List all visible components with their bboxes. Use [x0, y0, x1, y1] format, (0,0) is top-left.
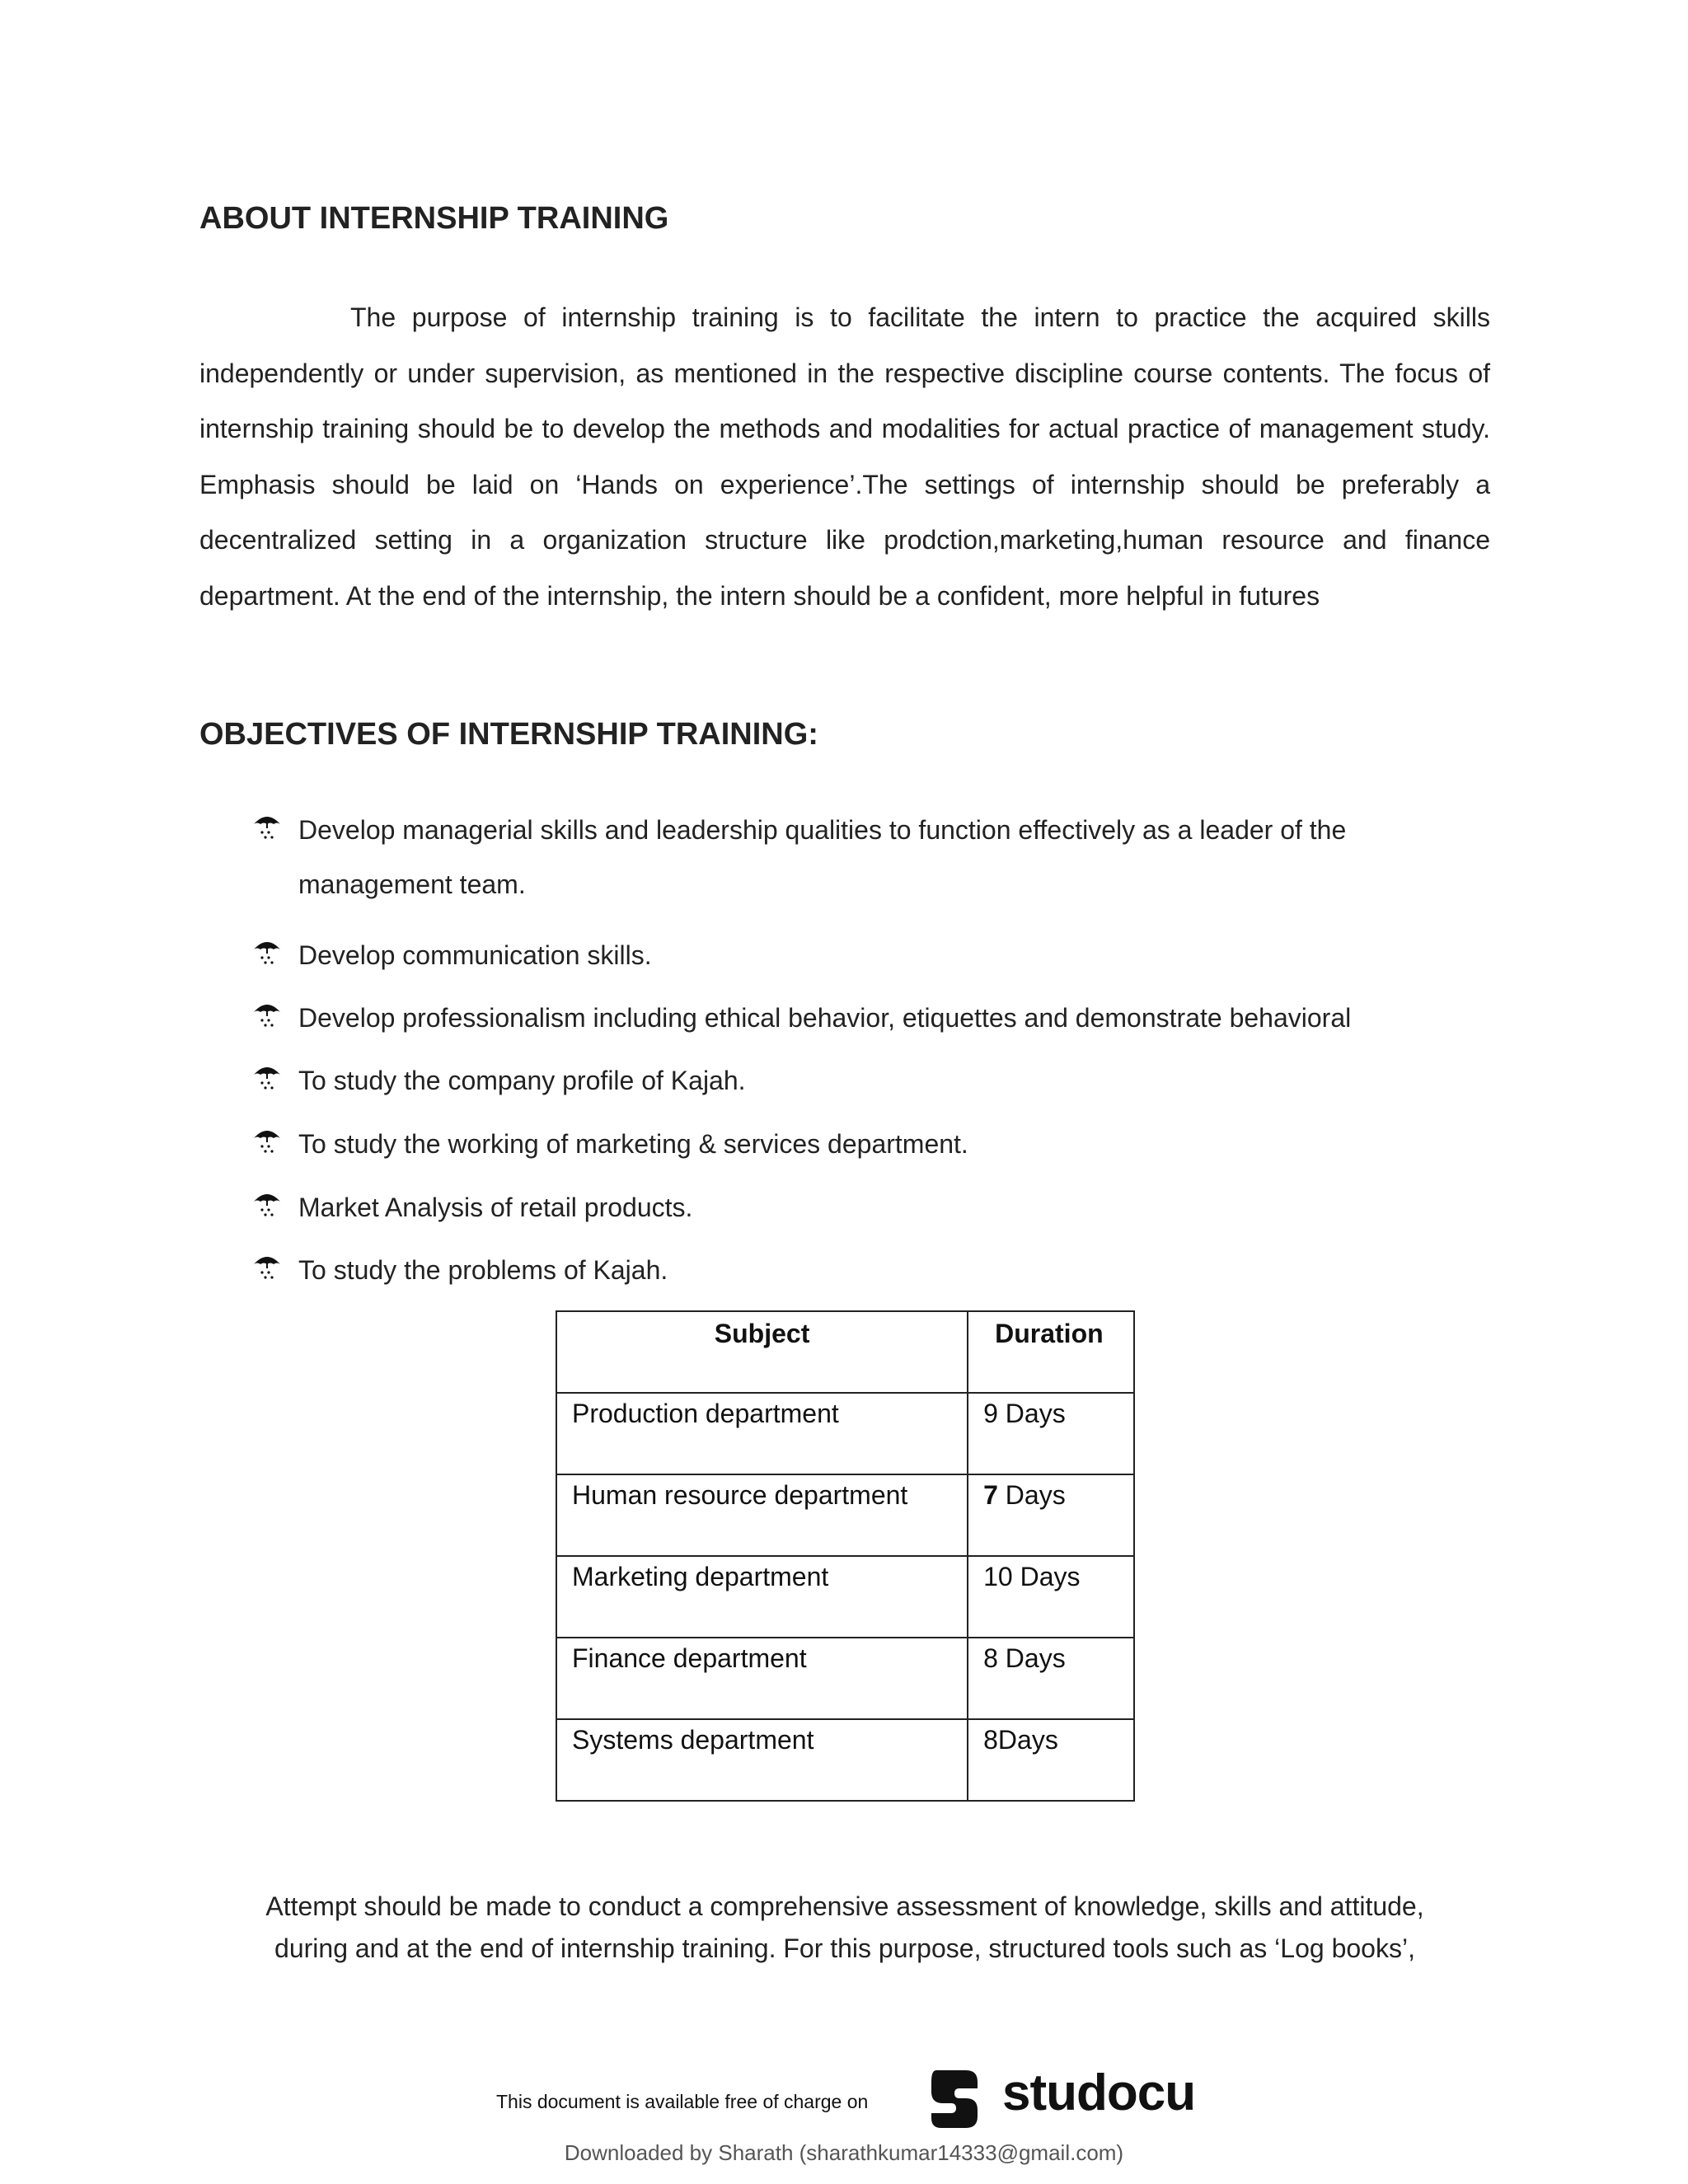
cell-subject: Finance department — [556, 1638, 968, 1719]
umbrella-rain-icon — [252, 1253, 282, 1286]
objective-text: Market Analysis of retail products. — [298, 1193, 693, 1222]
training-schedule-table — [556, 1310, 1135, 1802]
cell-subject: Marketing department — [556, 1556, 968, 1638]
cell-duration: 8Days — [968, 1719, 1134, 1801]
table-row — [556, 1638, 1134, 1719]
download-credit: Downloaded by Sharath (sharathkumar14333@gmail.com) — [564, 2140, 1124, 2165]
cell-subject: Production department — [556, 1393, 968, 1474]
closing-paragraph — [199, 1886, 1490, 1970]
header-subject: Subject — [556, 1311, 968, 1393]
cell-subject: Human resource department — [556, 1474, 968, 1556]
umbrella-rain-icon — [252, 1127, 282, 1160]
umbrella-rain-icon — [252, 1001, 282, 1033]
cell-subject: Systems department — [556, 1719, 968, 1801]
cell-duration: 9 Days — [968, 1393, 1134, 1474]
studocu-brand[interactable]: studocu — [1002, 2064, 1196, 2121]
cell-duration — [968, 1474, 1134, 1556]
closing-line-2: during and at the end of internship training. For this purpose, structured tools such as ‘Log books’, — [274, 1933, 1415, 1963]
table-row — [556, 1393, 1134, 1474]
duration-number: 7 — [983, 1480, 998, 1510]
objective-text: To study the problems of Kajah. — [298, 1255, 668, 1285]
duration-unit: Days — [997, 1480, 1066, 1510]
objective-text: Develop managerial skills and leadership qualities to function effectively as a leader of the management team. — [298, 815, 1347, 899]
footer-availability-note: This document is available free of charge on — [496, 2091, 869, 2112]
objective-text: To study the company profile of Kajah. — [298, 1066, 746, 1095]
about-heading: ABOUT INTERNSHIP TRAINING — [199, 201, 669, 236]
objective-text: Develop professionalism including ethical behavior, etiquettes and demonstrate behavioral — [298, 1003, 1352, 1033]
table-row — [556, 1474, 1134, 1556]
objectives-heading: OBJECTIVES OF INTERNSHIP TRAINING: — [199, 717, 818, 752]
umbrella-rain-icon — [252, 1063, 282, 1096]
header-duration: Duration — [968, 1311, 1134, 1393]
table-row — [556, 1719, 1134, 1801]
umbrella-rain-icon — [252, 813, 282, 846]
table-header-row — [556, 1311, 1134, 1393]
objective-text: Develop communication skills. — [298, 940, 652, 970]
cell-duration: 8 Days — [968, 1638, 1134, 1719]
studocu-logo-icon[interactable] — [930, 2067, 979, 2131]
table-row — [556, 1556, 1134, 1638]
closing-line-1: Attempt should be made to conduct a comprehensive assessment of knowledge, skills and attitude, — [265, 1891, 1424, 1921]
cell-duration: 10 Days — [968, 1556, 1134, 1638]
umbrella-rain-icon — [252, 938, 282, 971]
objective-text: To study the working of marketing & services department. — [298, 1129, 968, 1159]
umbrella-rain-icon — [252, 1190, 282, 1223]
about-paragraph: The purpose of internship training is to facilitate the intern to practice the acquired skills independently or under supervision, as mentioned in the respective discipline course contents. The focus of internship training should be to develop the methods and modalities for actual practice of management study. Emphasis should be laid on ‘Hands on experience’.The settings of internship should be preferably a decentralized setting in a organization structure like prodction,marketing,human resource and finance department. At the end of the internship, the intern should be a confident, more helpful in futures — [199, 302, 1490, 611]
